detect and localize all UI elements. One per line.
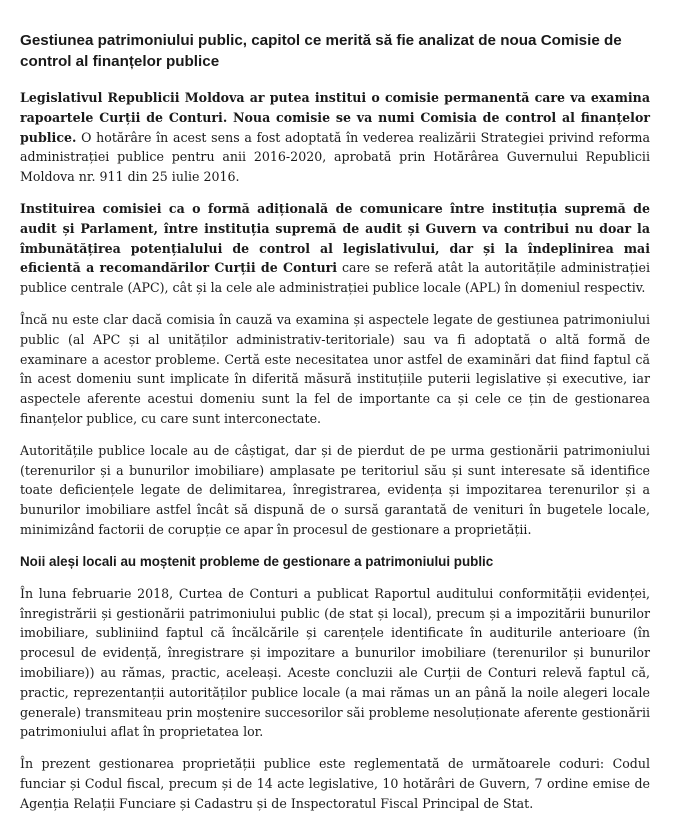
paragraph-6: În prezent gestionarea proprietății publice este reglementată de următoarele coduri: Codul funciar și Codul fiscal, precum și de 14 acte legislative, 10 hotărâri de Guvern, 7 ordine emise de Agenția Relații Funciare și Cadastru și de Inspectoratul Fiscal Principal de Stat.	[20, 756, 650, 811]
paragraph-4: Autoritățile publice locale au de câștigat, dar și de pierdut de pe urma gestionării patrimoniului (terenurilor și a bunurilor imobiliare) amplasate pe teritoriul său și sunt interesate să identifice toate deficiențele legate de delimitarea, înregistrarea, evidența și impozitarea terenurilor și a bunurilor imobiliare astfel încât să dispună de o sursă garantată de venituri în bugetele locale, minimizând factorii de corupție ce apar în procesul de gestionare a proprietății.	[20, 442, 650, 537]
paragraph-1-bold: Legislativul Republicii Moldova ar putea institui o comisie permanentă care va examina rapoartele Curții de Conturi. Noua comisie se va numi Comisia de control al finanțelor publice.	[20, 90, 650, 145]
article-title: Gestiunea patrimoniului public, capitol ce merită să fie analizat de noua Comisie de control al finanțelor publice	[20, 32, 622, 70]
paragraph-2-text: care se referă atât la autoritățile administrației publice centrale (APC), cât și la cele ale administrației publice locale (APL) în domeniul respectiv.	[20, 260, 651, 296]
paragraph-5: În luna februarie 2018, Curtea de Conturi a publicat Raportul auditului conformității evidenței, înregistrării și gestionării patrimoniului public (de stat și local), precum și a impozitării bunurilor imobiliare, subliniind faptul că încălcările și carențele identificate în auditurile anterioare (în procesul de evidență, înregistrare și impozitare a bunurilor imobiliare (terenurilor și bunurilor imobiliare)) au rămas, practic, aceleași. Aceste concluzii ale Curții de Conturi relevă faptul că, practic, reprezentanții autorităților publice locale (a mai rămas un an până la noile alegeri locale generale) transmiteau prin moștenire succesorilor săi probleme nesoluționate aferente gestionării patrimoniului aflat în proprietatea lor.	[20, 585, 650, 740]
paragraph-1-text: O hotărâre în acest sens a fost adoptată în vederea realizării Strategiei privind reforma administrației publice pentru anii 2016-2020, aprobată prin Hotărârea Guvernului Republicii Moldova nr. 911 din 25 iulie 2016.	[20, 129, 650, 185]
paragraph-2-bold: Instituirea comisiei ca o formă adițională de comunicare între instituția supremă de audit și Parlament, între instituția supremă de audit și Guvern va contribui nu doar la îmbunătățirea potențialului de control al legislativului, dar și la îndeplinirea mai eficientă a recomandărilor Curții de Conturi	[20, 200, 650, 276]
paragraph-2	[20, 199, 650, 298]
paragraph-3: Încă nu este clar dacă comisia în cauză va examina și aspectele legate de gestiunea patrimoniului public (al APC și al unităților administrativ-teritoriale) sau va fi adoptată o altă formă de examinare a acestor probleme. Certă este necesitatea unor astfel de examinări dat fiind faptul că în acest domeniu sunt implicate în diferită măsură instituțiile puterii legislative și executive, iar aspectele aferente acestui domeniu sunt la fel de importante ca și cele ce țin de gestionarea finanțelor publice, cu care sunt interconectate.	[20, 311, 650, 426]
paragraph-1	[20, 88, 650, 187]
section-subtitle: Noii aleși locali au moștenit probleme de gestionare a patrimoniului public	[20, 553, 494, 569]
